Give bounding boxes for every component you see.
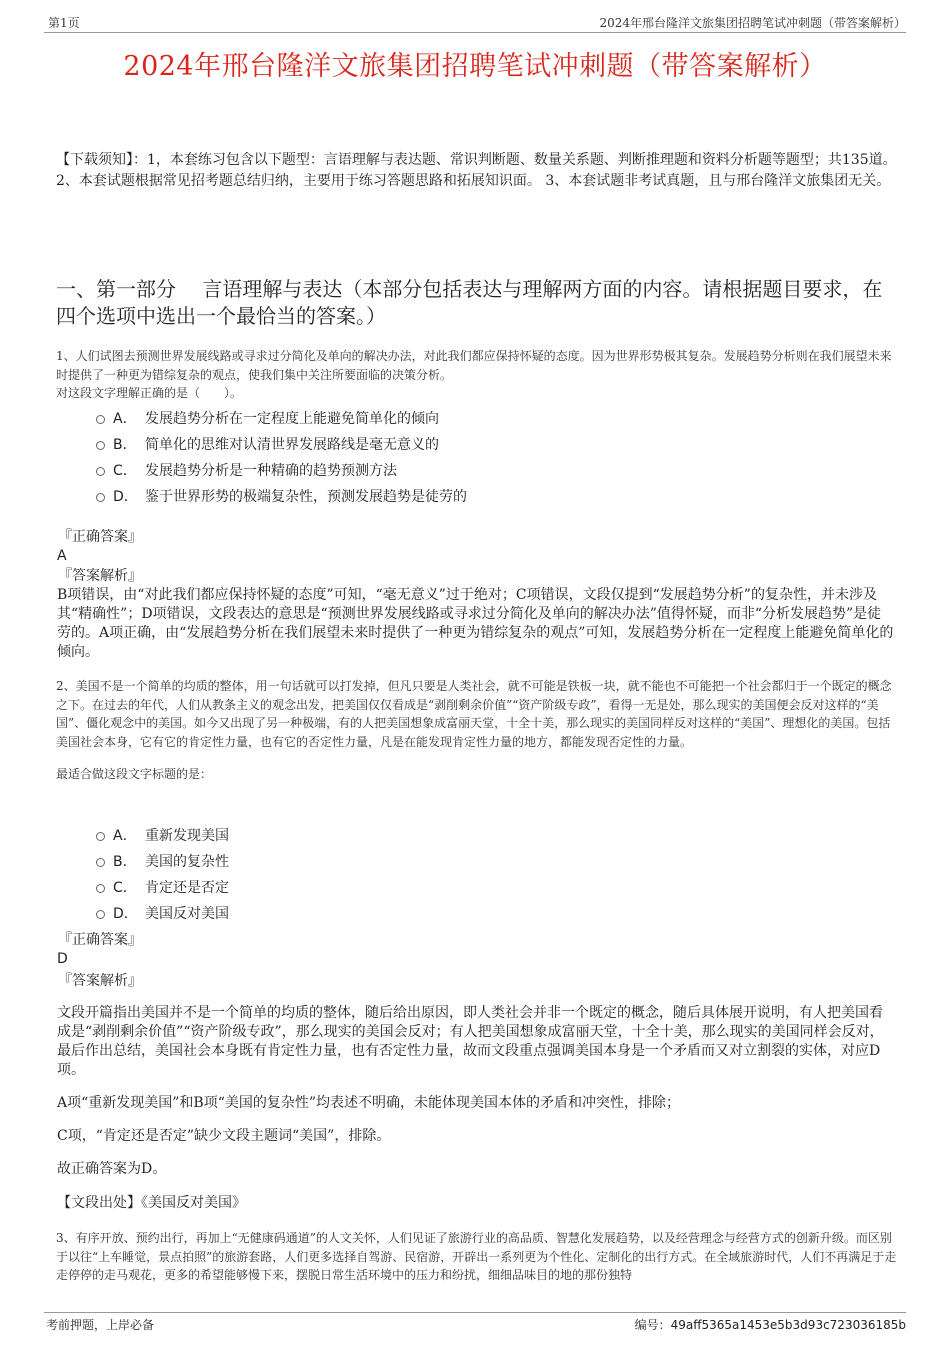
page-footer xyxy=(44,1312,906,1333)
question-2-analysis: 文段开篇指出美国并不是一个简单的均质的整体，随后给出原因，即人类社会并非一个既定的概念，随后具体展开说明，有人把美国看成是“剥削剩余价值”“资产阶级专政”，那么现实的美国会反对；有人把美国想象成富丽天堂，十全十美，那么现实的美国同样会反对，最后作出总结，美国社会本身既有肯定性力量，也有否定性力量，故而文段重点强调美国本身是一个矛盾而又对立割裂的实体，对应D项。 xyxy=(57,1005,884,1078)
radio-icon[interactable] xyxy=(96,858,105,867)
question-1-ask: 对这段文字理解正确的是（ ）。 xyxy=(56,386,243,400)
option-b[interactable]: B． 简单化的思维对认清世界发展路线是毫无意义的 xyxy=(96,432,796,458)
analysis-label: 『答案解析』 xyxy=(58,973,142,989)
radio-icon[interactable] xyxy=(96,884,105,893)
radio-icon[interactable] xyxy=(96,467,105,476)
question-2-analysis-p3: C项，“肯定还是否定”缺少文段主题词“美国”，排除。 xyxy=(57,1128,391,1144)
answer-label: 『正确答案』 xyxy=(58,529,142,545)
question-1-options xyxy=(96,406,796,510)
question-2-source: 【文段出处】《美国反对美国》 xyxy=(57,1195,246,1211)
question-3-text: 3、有序开放、预约出行，再加上“无健康码通道”的人文关怀，人们见证了旅游行业的高品质、智慧化发展趋势，以及经营理念与经营方式的创新升级。而区别于以往“上车睡觉，景点拍照”的旅游套路，人们更多选择自驾游、民宿游，开辟出一系列更为个性化、定制化的出行方式。在全域旅游时代，人们不再满足于走走停停的走马观花，更多的希望能够慢下来，摆脱日常生活环境中的压力和纷扰，细细品味目的地的那份独特 xyxy=(56,1231,897,1282)
document-title: 2024年邢台隆洋文旅集团招聘笔试冲刺题（带答案解析） xyxy=(123,51,827,82)
analysis-label: 『答案解析』 xyxy=(58,568,142,584)
download-notice: 【下载须知】：1，本套练习包含以下题型：言语理解与表达题、常识判断题、数量关系题、判断推理题和资料分析题等题型；共135道。 2、本套试题根据常见招考题总结归纳，主要用于练习答题思路和拓展知识面。 3、本套试题非考试真题，且与邢台隆洋文旅集团无关。 xyxy=(56,152,897,189)
question-2-analysis-p2: A项“重新发现美国”和B项“美国的复杂性”均表述不明确，未能体现美国本体的矛盾和冲突性，排除； xyxy=(57,1095,681,1111)
question-2-answer: D xyxy=(57,951,68,967)
option-c[interactable]: C． 发展趋势分析是一种精确的趋势预测方法 xyxy=(96,458,796,484)
question-1-text: 1、人们试图去预测世界发展线路或寻求过分简化及单向的解决办法，对此我们都应保持怀疑的态度。因为世界形势极其复杂。发展趋势分析则在我们展望未来时提供了一种更为错综复杂的观点，使我们集中关注所要面临的决策分析。 xyxy=(56,349,892,382)
radio-icon[interactable] xyxy=(96,441,105,450)
footer-code: 编号：49aff5365a1453e5b3d93c723036185b xyxy=(634,1318,906,1332)
question-3 xyxy=(56,1229,902,1285)
header-doc-title: 2024年邢台隆洋文旅集团招聘笔试冲刺题（带答案解析） xyxy=(599,16,906,30)
option-b[interactable]: B． 美国的复杂性 xyxy=(96,849,796,875)
section-heading: 一、第一部分 言语理解与表达（本部分包括表达与理解两方面的内容。请根据题目要求，在四个选项中选出一个最恰当的答案。） xyxy=(56,277,883,328)
option-d[interactable]: D． 美国反对美国 xyxy=(96,901,796,927)
question-2-text: 2、美国不是一个简单的均质的整体，用一句话就可以打发掉，但凡只要是人类社会，就不可能是铁板一块，就不能也不可能把一个社会都归于一个既定的概念之下。在过去的年代，人们从教条主义的观念出发，把美国仅仅看成是“剥削剩余价值”“资产阶级专政”，看得一无是处，那么现实的美国便会反对这样的“美国”、僵化观念中的美国。如今又出现了另一种极端，有的人把美国想象成富丽天堂，十全十美，那么现实的美国同样反对这样的“美国”、理想化的美国。包括美国社会本身，它有它的肯定性力量，也有它的否定性力量，凡是在能发现肯定性力量的地方，都能发现否定性的力量。 xyxy=(56,679,892,749)
radio-icon[interactable] xyxy=(96,832,105,841)
radio-icon[interactable] xyxy=(96,493,105,502)
footer-slogan: 考前押题，上岸必备 xyxy=(46,1318,155,1332)
radio-icon[interactable] xyxy=(96,910,105,919)
radio-icon[interactable] xyxy=(96,415,105,424)
answer-label: 『正确答案』 xyxy=(58,932,142,948)
question-2-ask: 最适合做这段文字标题的是： xyxy=(56,767,213,781)
option-a[interactable]: A． 发展趋势分析在一定程度上能避免简单化的倾向 xyxy=(96,406,796,432)
question-1 xyxy=(56,347,902,403)
question-2-options xyxy=(96,823,796,927)
question-1-answer: A xyxy=(57,548,67,564)
option-c[interactable]: C． 肯定还是否定 xyxy=(96,875,796,901)
question-1-analysis: B项错误，由“对此我们都应保持怀疑的态度”可知，“毫无意义”过于绝对；C项错误，文段仅提到“发展趋势分析”的复杂性，并未涉及其“精确性”；D项错误，文段表达的意思是“预测世界发展线路或寻求过分简化及单向的解决办法”值得怀疑，而非“分析发展趋势”是徒劳的。A项正确，由“发展趋势分析在我们展望未来时提供了一种更为错综复杂的观点”可知，发展趋势分析在一定程度上能避免简单化的倾向。 xyxy=(57,587,894,660)
page-number: 第1页 xyxy=(48,16,80,30)
option-a[interactable]: A． 重新发现美国 xyxy=(96,823,796,849)
question-2-analysis-p4: 故正确答案为D。 xyxy=(57,1161,167,1177)
question-2 xyxy=(56,677,902,784)
option-d[interactable]: D． 鉴于世界形势的极端复杂性，预测发展趋势是徒劳的 xyxy=(96,484,796,510)
page-header xyxy=(44,12,906,33)
